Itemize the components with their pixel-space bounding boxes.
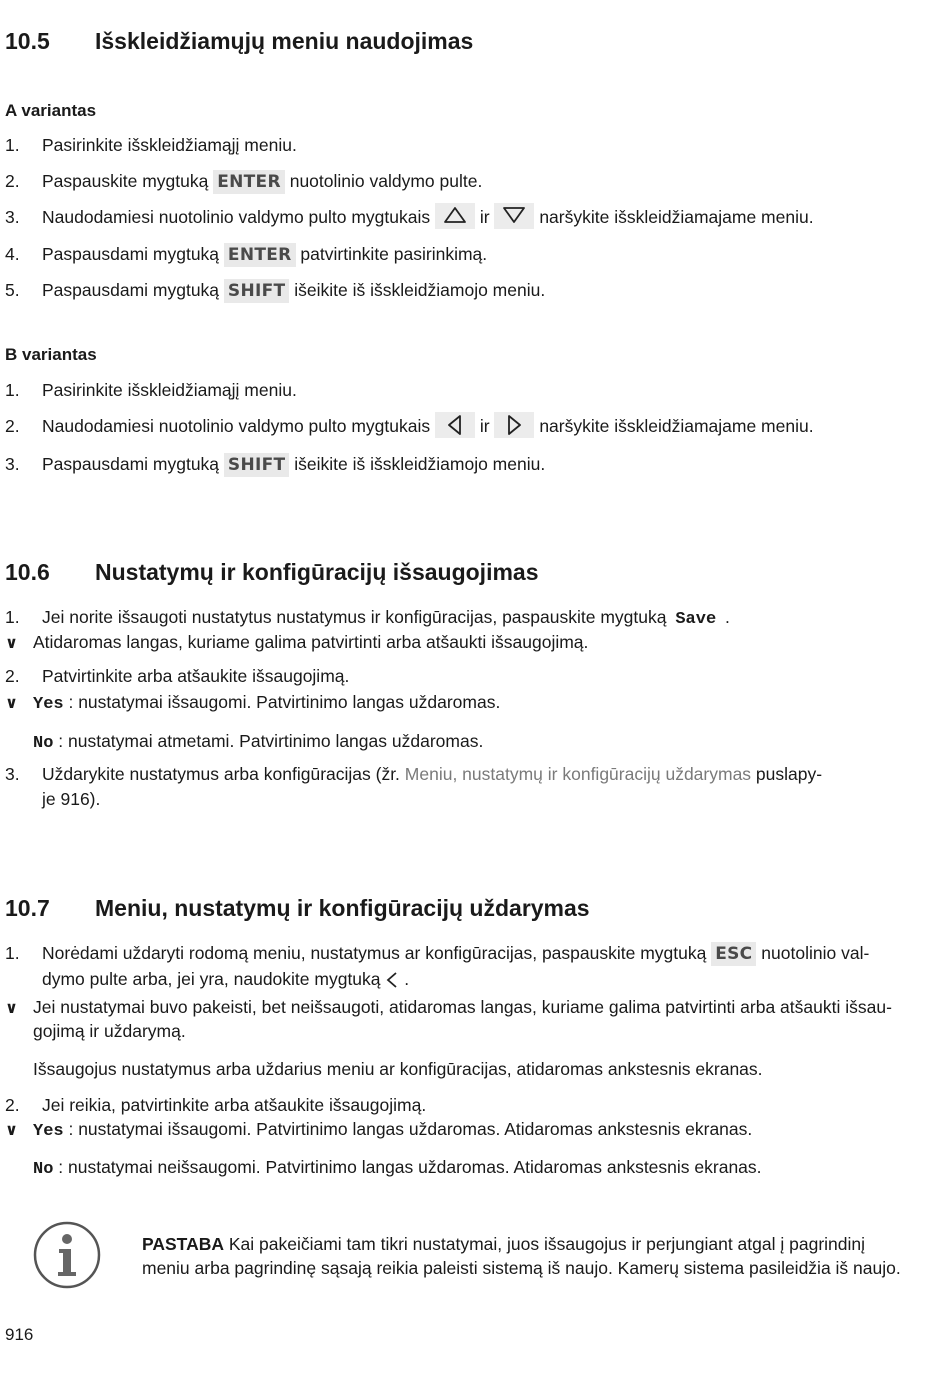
- list-item-continuation: dymo pulte arba, jei yra, naudokite mygtuką .: [42, 969, 410, 989]
- result-check-icon: ∨: [5, 695, 18, 712]
- list-item: 5. Paspausdami mygtuką SHIFT išeikite iš išskleidžiamojo meniu.: [5, 280, 546, 301]
- section-heading-10-5: [5, 28, 473, 55]
- list-item-continuation: je 916).: [42, 789, 101, 809]
- no-option: No: [33, 734, 54, 753]
- list-item: 1. Norėdami uždaryti rodomą meniu, nustatymus ar konfigūracijas, paspauskite mygtuką ESC nuotolinio val-: [5, 943, 870, 964]
- enter-key: ENTER: [224, 243, 296, 267]
- shift-key: SHIFT: [224, 279, 290, 303]
- result-check-icon: ∨: [5, 635, 18, 652]
- result-line: No : nustatymai atmetami. Patvirtinimo langas uždaromas.: [33, 731, 484, 753]
- result-line: No : nustatymai neišsaugomi. Patvirtinimo langas uždaromas. Atidaromas ankstesnis ekranas.: [33, 1157, 762, 1179]
- list-item: 2. Naudodamiesi nuotolinio valdymo pulto mygtukais ir naršykite išskleidžiamajame meniu.: [5, 414, 814, 440]
- info-icon: [32, 1220, 102, 1290]
- esc-key: ESC: [711, 942, 756, 966]
- down-arrow-icon: [494, 203, 534, 229]
- result-line: ∨ Jei nustatymai buvo pakeisti, bet neišsaugoti, atidaromas langas, kuriame galima patvirtinti arba atšaukti išsau-: [5, 995, 892, 1021]
- list-item: 2. Jei reikia, patvirtinkite arba atšaukite išsaugojimą.: [5, 1095, 427, 1115]
- list-item: 2. Patvirtinkite arba atšaukite išsaugojimą.: [5, 666, 350, 686]
- list-item: 4. Paspausdami mygtuką ENTER patvirtinkite pasirinkimą.: [5, 244, 488, 265]
- no-option: No: [33, 1160, 54, 1179]
- result-line-continuation: gojimą ir uždarymą.: [33, 1021, 186, 1041]
- section-heading-10-6: [5, 559, 539, 586]
- right-arrow-icon: [494, 412, 534, 438]
- left-arrow-icon: [435, 412, 475, 438]
- note-text: PASTABA Kai pakeičiami tam tikri nustatymai, juos išsaugojus ir perjungiant atgal į pagrindinį meniu arba pagrindinę sąsają reikia paleisti sistemą iš naujo. Kamerų sistema pasileidžia iš naujo.: [142, 1234, 901, 1278]
- note-label: PASTABA: [142, 1234, 224, 1254]
- list-item: 1. Jei norite išsaugoti nustatytus nustatymus ir konfigūracijas, paspauskite mygtuką Save .: [5, 607, 730, 629]
- result-check-icon: ∨: [5, 1000, 18, 1017]
- result-paragraph: Išsaugojus nustatymus arba uždarius meniu ar konfigūracijas, atidaromas ankstesnis ekranas.: [33, 1059, 763, 1079]
- section-title: Nustatymų ir konfigūracijų išsaugojimas: [95, 559, 539, 585]
- section-number: 10.5: [5, 28, 50, 54]
- result-line: ∨ Yes : nustatymai išsaugomi. Patvirtinimo langas uždaromas.: [5, 692, 501, 714]
- result-line: ∨ Atidaromas langas, kuriame galima patvirtinti arba atšaukti išsaugojimą.: [5, 630, 588, 656]
- list-item: 3. Uždarykite nustatymus arba konfigūracijas (žr. Meniu, nustatymų ir konfigūracijų uždarymas puslapy-: [5, 764, 823, 784]
- section-heading-10-7: [5, 895, 590, 922]
- page-number: 916: [5, 1325, 34, 1344]
- section-number: 10.7: [5, 895, 50, 921]
- yes-option: Yes: [33, 695, 64, 714]
- result-line: ∨ Yes : nustatymai išsaugomi. Patvirtinimo langas uždaromas. Atidaromas ankstesnis ekranas.: [5, 1119, 753, 1141]
- yes-option: Yes: [33, 1122, 64, 1141]
- section-number: 10.6: [5, 559, 50, 585]
- list-item: 3. Paspausdami mygtuką SHIFT išeikite iš išskleidžiamojo meniu.: [5, 454, 546, 475]
- section-title: Išskleidžiamųjų meniu naudojimas: [95, 28, 474, 54]
- list-item: 2. Paspauskite mygtuką ENTER nuotolinio valdymo pulte.: [5, 171, 483, 192]
- section-title: Meniu, nustatymų ir konfigūracijų uždarymas: [95, 895, 590, 921]
- shift-key: SHIFT: [224, 453, 290, 477]
- list-item: 1. Pasirinkite išskleidžiamąjį meniu.: [5, 135, 297, 155]
- variant-b-heading: B variantas: [5, 345, 97, 364]
- back-chevron-icon: [385, 971, 399, 989]
- cross-reference-link[interactable]: Meniu, nustatymų ir konfigūracijų uždarymas: [404, 764, 752, 784]
- list-item: 1. Pasirinkite išskleidžiamąjį meniu.: [5, 380, 297, 400]
- variant-a-heading: A variantas: [5, 101, 97, 120]
- list-item: 3. Naudodamiesi nuotolinio valdymo pulto mygtukais ir naršykite išskleidžiamajame meniu.: [5, 205, 814, 231]
- up-arrow-icon: [435, 203, 475, 229]
- enter-key: ENTER: [213, 170, 285, 194]
- save-key: Save: [675, 610, 717, 629]
- result-check-icon: ∨: [5, 1122, 18, 1139]
